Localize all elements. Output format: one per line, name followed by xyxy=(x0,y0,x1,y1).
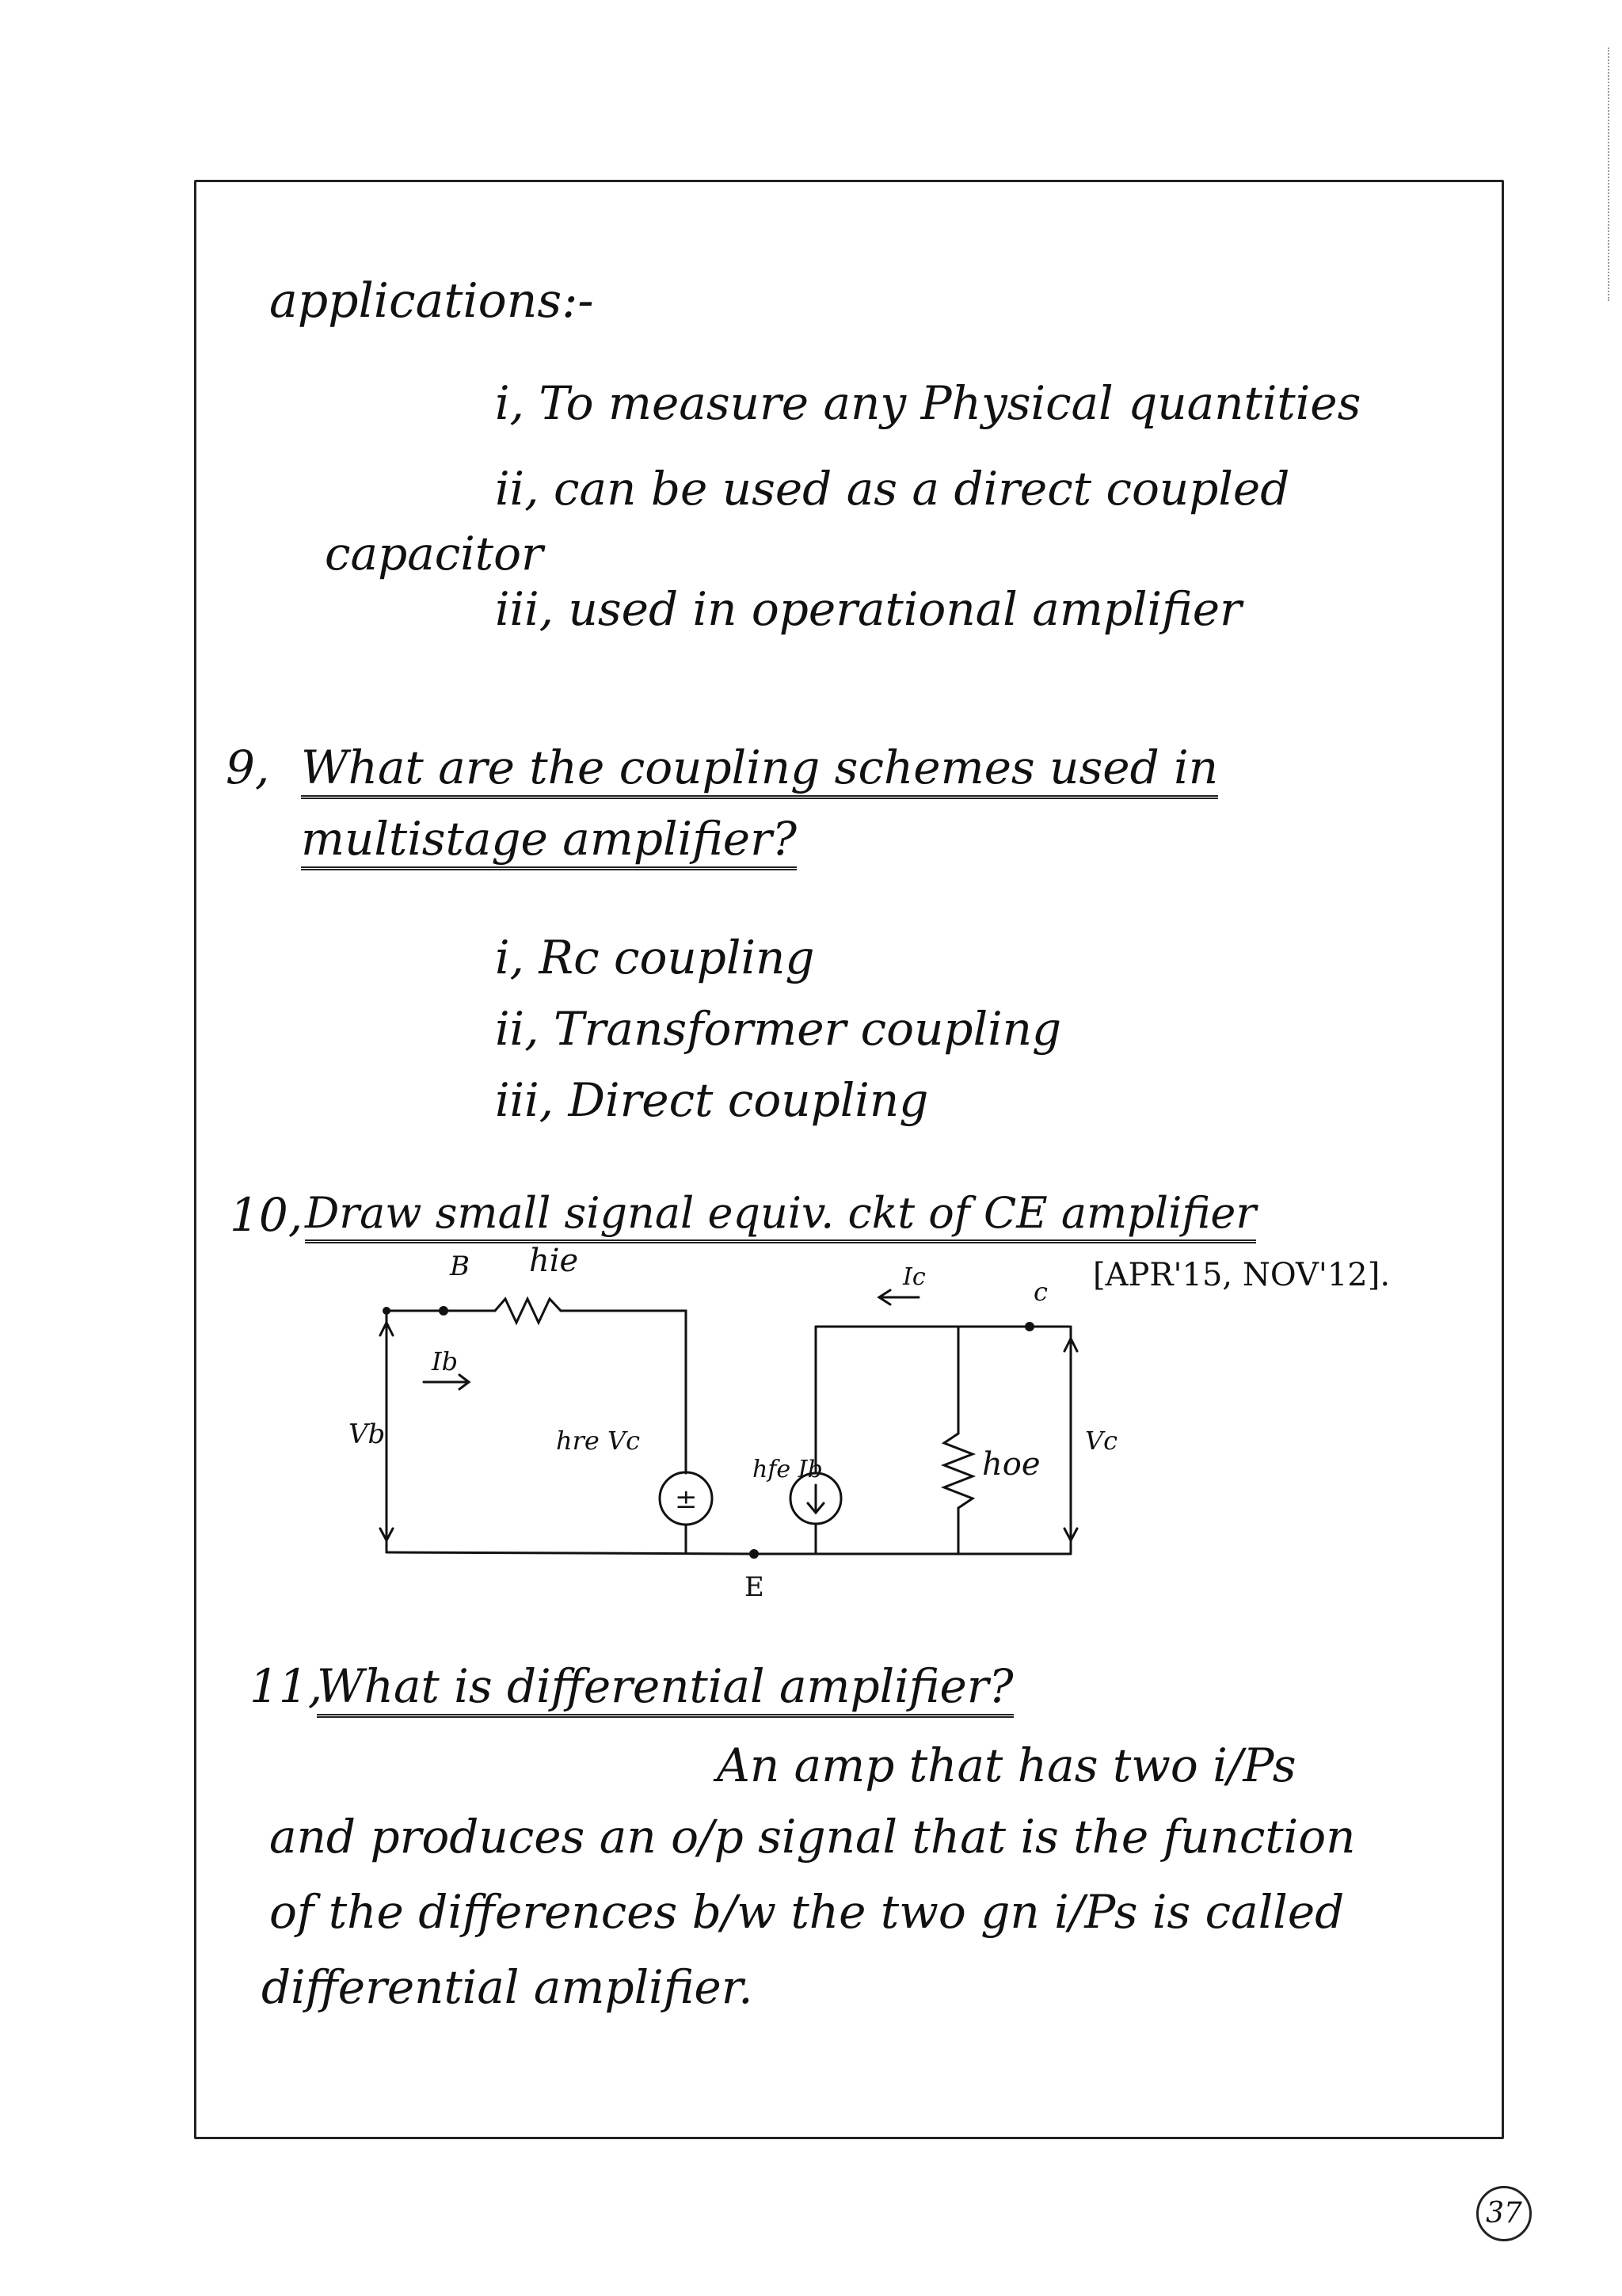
hoe-resistor xyxy=(944,1434,973,1508)
q9-answer-2: ii, Transformer coupling xyxy=(495,1002,1062,1056)
q10-number: 10, xyxy=(230,1188,303,1242)
q9-question-line1: What are the coupling schemes used in xyxy=(301,744,1218,799)
application-item-1: i, To measure any Physical quantities xyxy=(495,376,1361,430)
label-Vc: Vc xyxy=(1085,1426,1118,1456)
application-item-2: ii, can be used as a direct coupled xyxy=(495,462,1290,516)
q9-answer-3: iii, Direct coupling xyxy=(495,1073,929,1127)
label-Ic: Ic xyxy=(903,1263,926,1291)
q11-answer-line-3: of the differences b/w the two gn i/Ps is called xyxy=(269,1885,1345,1939)
application-item-3: iii, used in operational amplifier xyxy=(495,582,1242,636)
hie-resistor xyxy=(495,1299,561,1323)
label-Ib: Ib xyxy=(432,1346,459,1376)
q11-answer-line-2: and produces an o/p signal that is the function xyxy=(269,1810,1356,1864)
label-hreVc: hre Vc xyxy=(556,1426,641,1456)
q10-reference: [APR'15, NOV'12]. xyxy=(1093,1257,1391,1293)
q11-question: What is differential amplifier? xyxy=(317,1663,1014,1718)
q9-number: 9, xyxy=(226,741,270,794)
q11-answer-line-4: differential amplifier. xyxy=(261,1960,753,2014)
application-item-2-cont: capacitor xyxy=(325,527,543,581)
scan-edge-marks xyxy=(1608,48,1612,301)
applications-heading: applications:- xyxy=(269,273,594,329)
q11-number: 11, xyxy=(249,1659,323,1713)
label-hie: hie xyxy=(529,1243,579,1279)
q9-answer-1: i, Rc coupling xyxy=(495,931,815,984)
label-hoe: hoe xyxy=(982,1446,1041,1483)
label-B: B xyxy=(450,1251,470,1282)
label-Vb: Vb xyxy=(348,1418,386,1450)
label-E: E xyxy=(744,1571,764,1603)
q10-question: Draw small signal equiv. ckt of CE amplifier xyxy=(305,1192,1256,1243)
ce-small-signal-circuit xyxy=(348,1236,1125,1624)
q11-answer-line-1: An amp that has two i/Ps xyxy=(717,1738,1296,1792)
label-C: c xyxy=(1034,1277,1048,1307)
label-plus-minus: ± xyxy=(675,1483,698,1515)
page-number: 37 xyxy=(1476,2186,1532,2241)
q9-question-line2: multistage amplifier? xyxy=(301,816,797,870)
label-hfeIb: hfe Ib xyxy=(752,1456,823,1483)
